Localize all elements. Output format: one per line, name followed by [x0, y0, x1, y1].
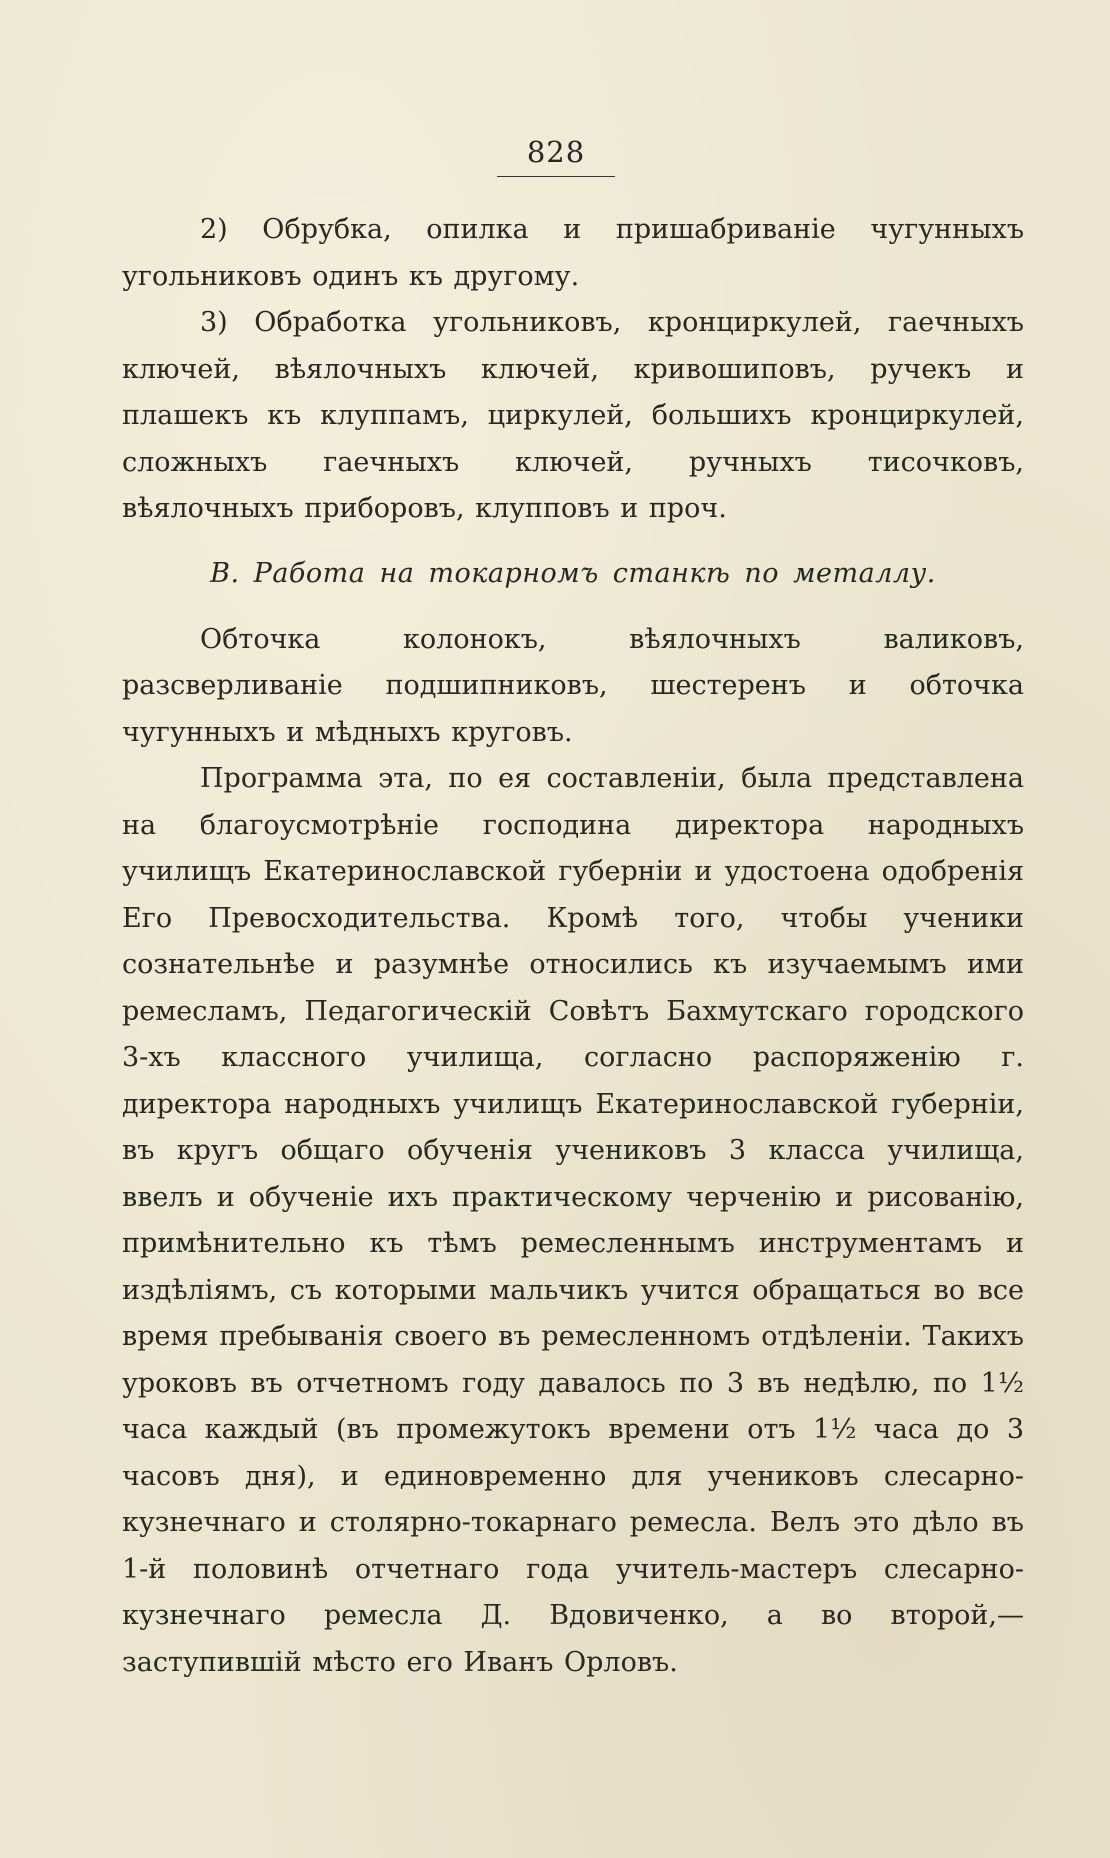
list-item-3: 3) Обработка угольниковъ, кронциркулей, гаечныхъ ключей, вѣялочныхъ ключей, кривошиповъ, ручекъ и плашекъ къ клуппамъ, циркулей, большихъ кронциркулей, сложныхъ гаечныхъ ключей, ручныхъ тисочковъ, вѣялочныхъ приборовъ, клупповъ и проч. [122, 307, 1024, 524]
list-item-2: 2) Обрубка, опилка и пришабриваніе чугунныхъ угольниковъ одинъ къ другому. [122, 214, 1024, 292]
page-header [497, 132, 615, 177]
page-number: 828 [526, 135, 586, 169]
paragraph-program-note: Программа эта, по ея составленіи, была представлена на благоусмотрѣніе господина директора народныхъ училищъ Екатеринославской губерніи и удостоена одобренія Его Превосходительства. Кромѣ того, чтобы ученики сознательнѣе и разумнѣе относились къ изучаемымъ ими ремесламъ, Педагогическій Совѣтъ Бахмутскаго городского 3-хъ классного училища, согласно распоряженію г. директора народныхъ училищъ Екатеринославской губерніи, въ кругъ общаго обученія учениковъ 3 класса училища, ввелъ и обученіе ихъ практическому черченію и рисованію, примѣнительно къ тѣмъ ремесленнымъ инструментамъ и издѣліямъ, съ которыми мальчикъ учится обращаться во все время пребыванія своего въ ремесленномъ отдѣленіи. Такихъ уроковъ въ отчетномъ году давалось по 3 въ недѣлю, по 1½ часа каждый (въ промежутокъ времени отъ 1½ часа до 3 часовъ дня), и единовременно для учениковъ слесарно-кузнечнаго и столярно-токарнаго ремесла. Велъ это дѣло въ 1-й половинѣ отчетнаго года учитель-мастеръ слесарно-кузнечнаго ремесла Д. Вдовиченко, а во второй,—заступившій мѣсто его Иванъ Орловъ. [122, 763, 1024, 1678]
body-text [122, 207, 1024, 1686]
header-rule [497, 176, 615, 177]
paragraph-turning-work: Обточка колонокъ, вѣялочныхъ валиковъ, разсверливаніе подшипниковъ, шестеренъ и обточка чугунныхъ и мѣдныхъ круговъ. [122, 623, 1024, 748]
section-heading: В. Работа на токарномъ станкѣ по металлу. [210, 557, 936, 589]
